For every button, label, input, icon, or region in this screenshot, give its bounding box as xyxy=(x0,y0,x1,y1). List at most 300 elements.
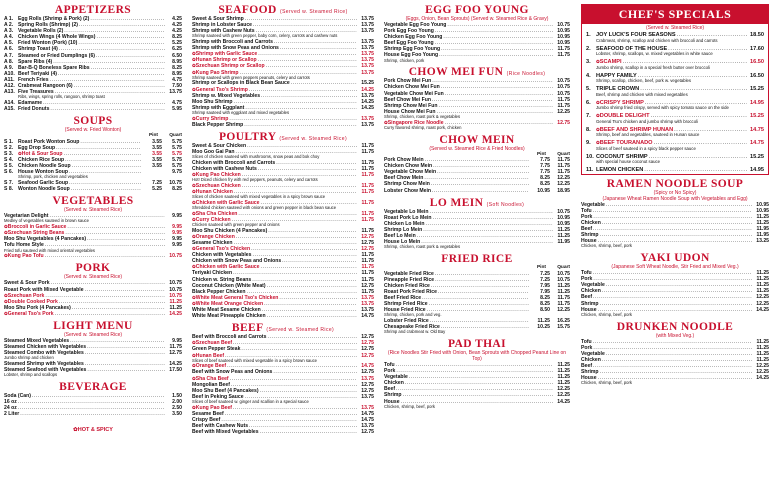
item-price: 11.25 xyxy=(557,368,570,375)
item-description: General Tso's chicken and jumbo shrimp with broccoli xyxy=(596,118,699,124)
chefs-specials-title: CHEF'S SPECIALS xyxy=(582,5,768,24)
item-price: 10.75 xyxy=(557,90,570,97)
item-price: 10.95 xyxy=(557,34,570,41)
item-name: Chicken with Broccoli and Carrots xyxy=(192,159,276,166)
item-name: Shrimp xyxy=(581,300,599,307)
item-name: ✿ Szechuan Beef xyxy=(192,340,232,346)
item-name: Beef Teriyaki (4) xyxy=(18,70,57,77)
item-name: ✿ Curry Shrimp xyxy=(192,116,228,122)
item-name: ✿ Kung Pao Tofu xyxy=(4,253,44,259)
item-name: ✿ Hot & Sour Soup xyxy=(18,151,63,157)
item-code: A12. xyxy=(4,83,15,90)
item-name: ✿ Sha Cha Beef xyxy=(192,376,229,382)
item-name: Pork Chow Mei Fun xyxy=(384,78,432,85)
item-price: 12.25 xyxy=(756,362,769,369)
ramen-title: RAMEN NOODLE SOUP xyxy=(606,177,744,190)
item-description: Fried tofu sauteed with mixed oriental vegetables xyxy=(4,247,96,253)
item-name: Tofu xyxy=(384,361,395,368)
dot-leader xyxy=(87,367,165,373)
item-price: 12.75 xyxy=(361,381,374,388)
item-code: S 6. xyxy=(4,169,14,176)
item-price: 11.75 xyxy=(361,276,374,283)
item-price: 12.75 xyxy=(361,387,374,394)
item-price-quart: 12.25 xyxy=(557,181,570,188)
item-price: 15.25 xyxy=(361,80,374,87)
item-price-pint: 10.95 xyxy=(537,187,550,194)
item-price: 11.75 xyxy=(361,142,374,149)
item-code: S 4. xyxy=(4,156,14,163)
item-price: 14.75 xyxy=(750,126,764,133)
item-price: 11.75 xyxy=(361,227,374,234)
item-price: 13.75 xyxy=(361,307,374,314)
item-name: ✿ Singapore Rice Noodle xyxy=(384,120,444,126)
item-description: Jumbo shrimp and chicken xyxy=(4,355,54,361)
item-name: Moo Shu Vegetables (4 Pancakes) xyxy=(4,236,87,243)
item-price: 11.75 xyxy=(361,148,374,155)
item-name: Spare Ribs (4) xyxy=(18,58,53,65)
item-description: Shrimp, chicken, pork and veg. xyxy=(384,312,442,318)
item-price: 11.25 xyxy=(557,380,570,387)
item-name: Vegetable xyxy=(581,201,605,208)
item-name: Mongolian Beef xyxy=(192,381,230,388)
dot-leader xyxy=(267,313,357,319)
item-price: 12.75 xyxy=(169,350,182,357)
item-price: 12.25 xyxy=(756,294,769,301)
item-price: 11.75 xyxy=(361,270,374,277)
item-number: 5. xyxy=(586,86,591,92)
item-description: Shrimp sauteed with green peppers peanuts, celery and carrots xyxy=(192,74,310,80)
item-name: Moo Shu Chicken (4 Pancakes) xyxy=(192,227,268,234)
item-name: Lobster Fried Rice xyxy=(384,317,429,324)
beverage-items xyxy=(4,393,182,417)
item-code: A 9. xyxy=(4,64,14,71)
item-code: A 2. xyxy=(4,22,14,29)
item-name: Pork Chow Mein xyxy=(384,157,424,164)
egg-foo-young-subtitle: (Eggs, Onion, Bean Sprouts) (Served w. Steamed Rice & Gravy) xyxy=(405,16,549,22)
seafood-section xyxy=(192,4,374,128)
item-price: 13.75 xyxy=(361,393,374,400)
item-name: TRIPLE CROWN xyxy=(596,86,640,92)
item-name: Crispy Beef xyxy=(192,416,221,423)
seafood-items xyxy=(192,16,374,128)
item-price: 4.25 xyxy=(172,22,182,29)
yaki-udon-subtitle: (Japanese Soft Wheat Noodle, Stir Fried and Mixed Veg.) xyxy=(611,264,739,271)
dot-leader xyxy=(50,106,165,112)
item-name: Chicken with Snow Peas and Onions xyxy=(192,258,282,265)
item-price-quart: 5.75 xyxy=(172,150,182,157)
soups-section xyxy=(4,115,182,192)
dot-leader xyxy=(244,122,357,128)
item-name: Black Pepper Shrimp xyxy=(192,121,244,128)
item-description: Beef, shrimp and chicken with mixed vegetables xyxy=(596,91,688,97)
item-name: ✿ Orange Beef xyxy=(192,363,226,369)
item-name: Pork xyxy=(581,276,593,283)
item-price: 5.25 xyxy=(172,40,182,47)
item-price: 10.75 xyxy=(557,208,570,215)
item-price: 12.75 xyxy=(361,334,374,341)
item-code: S 7. xyxy=(4,180,14,187)
dot-leader xyxy=(427,307,529,313)
item-name: Tofu xyxy=(581,338,592,345)
item-price-pint: 7.25 xyxy=(540,270,550,277)
dot-leader xyxy=(260,429,357,435)
item-price-quart: 5.75 xyxy=(172,144,182,151)
drunken-noodle-title: DRUNKEN NOODLE xyxy=(616,320,734,333)
item-name: Teriyaki Chicken xyxy=(192,270,233,277)
dot-leader xyxy=(20,411,165,417)
item-name: Seafood Garlic Soup xyxy=(18,180,69,187)
item-price: 11.95 xyxy=(756,232,769,239)
item-name: Tofu Home Style xyxy=(4,242,44,249)
item-price: 12.75 xyxy=(361,429,374,436)
item-name: Steamed Shrimp with Vegetables xyxy=(4,361,84,368)
poultry-section xyxy=(192,131,374,319)
item-price: 10.95 xyxy=(756,201,769,208)
item-price: 13.75 xyxy=(361,57,374,64)
column-4 xyxy=(581,4,769,389)
item-price-pint: 7.75 xyxy=(540,169,550,176)
vegetables-title: VEGETABLES xyxy=(52,195,134,208)
item-price: 14.25 xyxy=(361,104,374,111)
item-price: 8.95 xyxy=(172,58,182,65)
item-name: Beef xyxy=(581,294,593,301)
item-price: 13.75 xyxy=(361,300,374,307)
item-price: 11.25 xyxy=(756,356,769,363)
item-name: Moo Shu Beef (4 Pancakes) xyxy=(192,387,259,394)
appetizers-title: APPETIZERS xyxy=(54,4,132,16)
item-name: Chesapeake Fried Rice xyxy=(384,324,440,331)
item-name: Shrimp or Scallops in Black Bean Sauce xyxy=(192,80,290,87)
poultry-items xyxy=(192,143,374,319)
beverage-section xyxy=(4,381,182,417)
item-price: 10.75 xyxy=(169,280,182,287)
item-price: 8.95 xyxy=(172,70,182,77)
item-name: Beef xyxy=(384,386,396,393)
item-price: 18.50 xyxy=(750,32,764,38)
item-name: ✿ White Meat General Tso's Chicken xyxy=(192,295,278,301)
item-description: Shrimp, chicken, roast pork & vegetables xyxy=(384,113,461,119)
item-price: 11.25 xyxy=(756,288,769,295)
column-2 xyxy=(192,4,374,438)
item-name: Chicken Chow Mei Fun xyxy=(384,84,440,91)
item-name: House Egg Foo Young xyxy=(384,52,439,59)
item-price: 15.25 xyxy=(750,153,764,160)
item-name: Shrimp w. Mixed Vegetables xyxy=(192,92,261,99)
seafood-title: SEAFOOD (Served w. Steamed Rice) xyxy=(218,4,348,16)
item-name: ✿ DOUBLE DELIGHT xyxy=(596,113,650,120)
item-price: 16.50 xyxy=(750,59,764,65)
item-price-quart: 11.75 xyxy=(557,169,570,176)
item-name: Shrimp xyxy=(384,392,402,399)
item-name: Steamed Combo with Vegetables xyxy=(4,350,84,357)
item-name: Pork Egg Foo Young xyxy=(384,28,434,35)
item-name: ✿ SCAMPI xyxy=(596,59,622,66)
item-name: House xyxy=(581,306,597,313)
item-price: 13.75 xyxy=(361,51,374,58)
pork-title: PORK xyxy=(75,262,111,275)
item-name: Roast Pork with Mixed Vegetable xyxy=(4,286,84,293)
pork-items xyxy=(4,280,182,317)
chow-mei-fun-title: CHOW MEI FUN (Rice Noodles) xyxy=(408,66,546,79)
item-description: Jumbo shrimp fried crispy, served with spicy tomato sauce on the side xyxy=(596,105,729,111)
item-name: ✿ General Tso's Shrimp xyxy=(192,87,248,93)
item-price: 14.25 xyxy=(169,361,182,368)
item-name: ✿ Kung Pao Chicken xyxy=(192,172,241,178)
meifun-items xyxy=(384,78,570,130)
item-price: 10.95 xyxy=(557,28,570,35)
item-description: Chicken, shrimp, beef, pork xyxy=(384,403,435,409)
item-name: Vegetable xyxy=(384,374,408,381)
item-price: 10.95 xyxy=(557,220,570,227)
item-price: 15.25 xyxy=(750,113,764,119)
item-name: ✿ Hunan Chicken xyxy=(192,189,233,195)
poultry-title: POULTRY (Served w. Steamed Rice) xyxy=(218,130,348,143)
item-price-pint: 7.25 xyxy=(540,276,550,283)
item-price-quart: 11.75 xyxy=(557,301,570,307)
item-price: 17.50 xyxy=(169,367,182,374)
item-name: Vegetable Rolls (2) xyxy=(18,28,64,35)
item-price: 11.25 xyxy=(756,338,769,345)
item-name: Shrimp Chow Mein xyxy=(384,181,430,188)
item-description: Shrimp sauteed with eggplant and mixed vegetables xyxy=(192,109,290,115)
item-price: 13.75 xyxy=(361,69,374,76)
item-price: 11.75 xyxy=(361,264,374,271)
pork-subtitle: (Served w. Steamed Rice) xyxy=(63,274,123,281)
item-price: 9.95 xyxy=(172,337,182,344)
item-name: House Fried Rice xyxy=(384,307,426,314)
item-name: ✿ Kung Pao Beef xyxy=(192,405,232,411)
item-price: 14.25 xyxy=(361,98,374,105)
item-name: ✿ BEEF AND SHRIMP HUNAN xyxy=(596,127,673,134)
item-code: A 4. xyxy=(4,34,14,41)
item-name: Fried Wonton (Pork) (10) xyxy=(18,40,78,47)
yaki-udon-title: YAKI UDON xyxy=(640,252,710,265)
item-description: Lobster, shrimp and scallops xyxy=(4,372,58,378)
item-price: 8.25 xyxy=(172,34,182,41)
item-name: Beef Chow Mein xyxy=(384,175,424,182)
item-code: A 8. xyxy=(4,58,14,65)
item-price-pint: 7.95 xyxy=(540,282,550,289)
item-name: Beef with Cashew Nuts xyxy=(192,423,249,430)
item-price: 14.25 xyxy=(756,375,769,382)
item-description: Shrimp and crabmeat w. Old Bay xyxy=(384,329,446,335)
item-name: 24 oz xyxy=(4,405,17,412)
item-name: House Wonton Soup xyxy=(18,169,68,176)
item-price: 11.25 xyxy=(169,304,182,311)
item-price: 13.75 xyxy=(361,115,374,122)
item-price: 11.75 xyxy=(361,182,374,189)
item-price: 12.25 xyxy=(756,300,769,307)
item-name: HAPPY FAMILY xyxy=(596,72,637,79)
light-menu-section xyxy=(4,320,182,378)
item-description: Ribs, wings, spring rolls, rangoon, shrimp toast xyxy=(18,94,105,100)
item-name: Egg Drop Soup xyxy=(18,144,56,151)
item-name: Chicken Chow Mein xyxy=(384,163,433,170)
item-price: 11.75 xyxy=(361,216,374,223)
item-price: 11.75 xyxy=(361,252,374,259)
item-name: ✿ Curry Chicken xyxy=(192,217,231,223)
menu-item xyxy=(4,311,182,317)
item-name: JOY LUCK'S FOUR SEASONS xyxy=(596,32,676,38)
item-price-quart: 11.75 xyxy=(557,157,570,164)
item-price: 12.75 xyxy=(361,346,374,353)
item-price-quart: 11.25 xyxy=(557,288,570,295)
dot-leader xyxy=(649,154,747,161)
dot-leader xyxy=(85,350,165,356)
item-price: 12.75 xyxy=(361,233,374,240)
item-number: 7. xyxy=(586,113,591,119)
item-name: Roast Pork Lo Mein xyxy=(384,214,432,221)
menu-item xyxy=(4,106,182,112)
item-name: Moo Shu Shrimp xyxy=(192,98,233,105)
item-name: ✿ Broccoli in Garlic Sauce xyxy=(4,224,66,230)
item-price: 11.75 xyxy=(169,344,182,351)
item-price: 13.25 xyxy=(756,238,769,245)
item-code: A10. xyxy=(4,70,15,77)
item-price-quart: 5.75 xyxy=(172,138,182,145)
chefs-specials-box xyxy=(581,4,769,175)
item-description: Slices of chicken sauteed with mushrooms, snow peas and bok choy xyxy=(192,154,320,160)
item-price: 12.75 xyxy=(361,369,374,376)
item-price: 13.75 xyxy=(361,294,374,301)
item-name: French Fries xyxy=(18,76,49,83)
item-price-quart: 11.75 xyxy=(557,163,570,170)
item-price: 12.75 xyxy=(557,119,570,126)
item-price: 12.75 xyxy=(361,240,374,246)
item-name: Steamed Seafood with Vegetables xyxy=(4,367,87,374)
item-name: ✿ Hunan Beef xyxy=(192,353,224,359)
item-price: 9.95 xyxy=(172,224,182,231)
lo-mein-title: LO MEIN (Soft Noodles) xyxy=(429,196,525,209)
item-price: 10.95 xyxy=(557,214,570,221)
item-price-pint: 5.25 xyxy=(152,186,162,193)
item-name: Vegetable Egg Foo Young xyxy=(384,22,447,28)
item-price: 10.75 xyxy=(169,292,182,299)
item-price-pint: 10.25 xyxy=(537,324,550,331)
item-name: Roast Pork Wonton Soup xyxy=(18,138,80,145)
item-name: Beef with Mixed Vegetables xyxy=(192,429,259,436)
item-name: ✿ Chicken with Garlic Sauce xyxy=(192,264,259,270)
item-name: ✿ Sha Cha Chicken xyxy=(192,211,237,217)
item-price: 4.75 xyxy=(172,100,182,107)
item-name: 2 Liter xyxy=(4,411,20,418)
item-description: Shrimp sauteed with green pepper, baby corn, celery, carrots and cashew nuts xyxy=(192,33,338,39)
item-price: 14.75 xyxy=(361,416,374,423)
beverage-title: BEVERAGE xyxy=(59,381,127,394)
item-name: Pineapple Fried Rice xyxy=(384,276,435,283)
item-name: Fried Donuts xyxy=(18,106,50,113)
item-name: Vegetarian Delight xyxy=(4,213,49,220)
fried-rice-size-header: Pint Quart xyxy=(536,265,570,271)
item-price: 12.75 xyxy=(361,282,374,289)
item-price: 14.75 xyxy=(750,140,764,146)
item-name: Shrimp with Broccoli and Carrots xyxy=(192,39,273,46)
item-name: Pork xyxy=(581,213,593,220)
item-name: Chicken Wings (4 Whole Wings) xyxy=(18,34,96,41)
item-price: 11.75 xyxy=(361,165,374,172)
appetizers-section xyxy=(4,4,182,112)
item-price: 9.95 xyxy=(172,236,182,243)
item-price: 14.75 xyxy=(361,313,374,320)
item-description: Shrimp, beef and vegetables, sauteed in Hunan sauce xyxy=(596,132,700,138)
chefs-specials-subtitle: (Served w. Steamed Rice) xyxy=(645,25,705,31)
beef-section xyxy=(192,322,374,435)
chow-mei-fun-section xyxy=(384,66,570,130)
item-name: Lobster Chow Mein xyxy=(384,187,431,194)
item-price: 13.75 xyxy=(361,28,374,35)
light-menu-title: LIGHT MENU xyxy=(53,319,133,332)
item-name: Beef xyxy=(581,362,593,369)
item-name: Tofu xyxy=(581,270,592,277)
item-name: Sweet & Sour Shrimp xyxy=(192,16,244,22)
item-name: Beef with Broccoli and Carrots xyxy=(192,334,267,341)
item-name: Moo Shu Pork (4 Pancakes) xyxy=(4,304,71,311)
item-name: Sesame Chicken xyxy=(192,240,233,246)
item-name: Shrimp xyxy=(581,368,599,375)
item-price: 11.25 xyxy=(557,226,570,233)
item-name: Shrimp Fried Rice xyxy=(384,301,428,307)
item-price: 11.75 xyxy=(361,288,374,295)
item-price: 9.95 xyxy=(172,242,182,249)
item-code: A 6. xyxy=(4,46,14,53)
eggfoo-items xyxy=(384,22,570,63)
hot-spicy-legend: ✿ HOT & SPICY xyxy=(4,427,182,433)
item-name: White Meat Sesame Chicken xyxy=(192,307,261,314)
item-price: 11.25 xyxy=(756,276,769,283)
dot-leader xyxy=(439,52,553,58)
item-name: Shrimp with Eggplant xyxy=(192,104,245,111)
chow-mein-subtitle: (Served w. Steamed Rice & Fried Noodles) xyxy=(429,145,525,152)
item-price: 10.75 xyxy=(169,253,182,260)
item-number: 8. xyxy=(586,126,591,133)
item-description: Medley of vegetables sauteed in brown sauce xyxy=(4,218,89,224)
fried-rice-title: FRIED RICE xyxy=(441,253,513,266)
item-price-pint: 3.55 xyxy=(152,163,162,170)
item-price: 13.75 xyxy=(361,22,374,29)
item-price-pint: 8.25 xyxy=(540,301,550,307)
vegetables-section xyxy=(4,195,182,259)
item-name: Wonton Noodle Soup xyxy=(18,186,70,193)
item-price: 12.75 xyxy=(361,246,374,253)
item-price: 11.95 xyxy=(557,239,570,246)
item-name: Chicken xyxy=(581,288,601,295)
item-name: Chicken xyxy=(384,380,404,387)
item-price: 13.75 xyxy=(361,92,374,99)
ramen-items xyxy=(581,202,769,249)
item-number: 11. xyxy=(586,167,594,173)
item-name: Spring Rolls (Shrimp) (2) xyxy=(18,22,78,29)
item-name: Chicken Egg Foo Young xyxy=(384,34,443,41)
item-price-pint: 8.25 xyxy=(540,294,550,301)
menu-item xyxy=(4,186,182,192)
item-name: ✿ General Tso's Pork xyxy=(4,311,54,317)
item-price: 14.25 xyxy=(169,310,182,317)
item-name: White Meat Pineapple Chicken xyxy=(192,313,266,320)
item-name: Shrimp Egg Foo Young xyxy=(384,46,441,53)
item-number: 6. xyxy=(586,99,591,106)
item-name: Vegetable Chow Mein xyxy=(384,169,437,176)
item-price-quart: 10.75 xyxy=(557,276,570,283)
item-price-pint: 3.55 xyxy=(152,150,162,157)
item-name: Chicken Rice Soup xyxy=(18,156,65,163)
item-name: Vegetable Lo Mein xyxy=(384,208,429,215)
item-price-pint: 8.25 xyxy=(540,181,550,188)
chefs-specials-list xyxy=(582,32,768,174)
menu-item xyxy=(192,429,374,435)
item-name: Vegetable Chow Mei Fun xyxy=(384,90,444,97)
item-price-pint: 3.55 xyxy=(152,144,162,151)
item-price: 12.25 xyxy=(557,108,570,115)
